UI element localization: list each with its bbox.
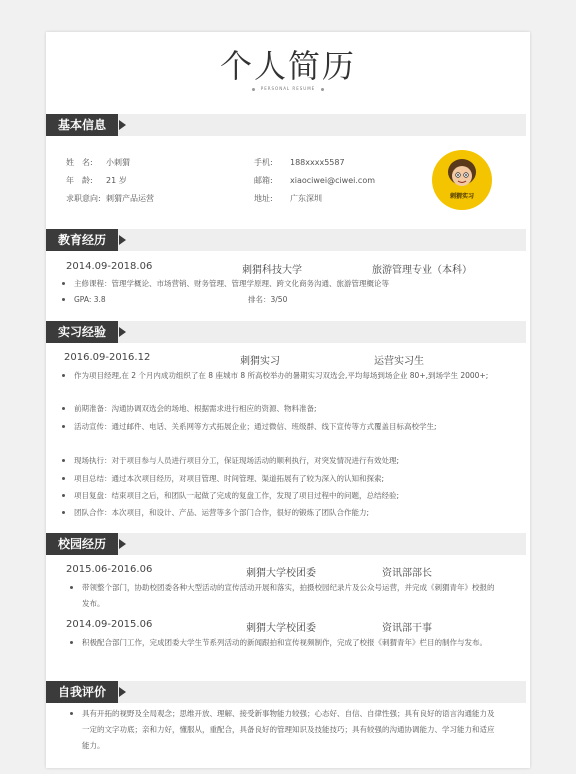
campus-org: 刺猬大学校团委 <box>246 568 316 579</box>
section-header-work <box>46 321 512 343</box>
work-bullet: 团队合作：本次项目，和设计、产品、运营等多个部门合作，很好的锻炼了团队合作能力; <box>68 505 500 521</box>
section-header-campus <box>46 533 512 555</box>
campus-desc: 积极配合部门工作，完成团委大学生节系列活动的新闻跟拍和宣传视频制作，完成了校报《刺猬青年》栏目的制作与发布。 <box>76 635 500 651</box>
campus-desc: 带领整个部门，协助校团委各种大型活动的宣传活动开展和落实，拍摄校园纪录片及公众号运营，并完成《刺猬青年》校报的发布。 <box>76 580 500 612</box>
work-bullet: 作为项目经理,在 2 个月内成功组织了在 8 座城市 8 所高校举办的暑期实习双选会,平均每场到场企业 80+,到场学生 2000+; <box>68 368 500 384</box>
work-role: 运营实习生 <box>374 356 424 367</box>
section-header-education <box>46 229 512 251</box>
phone-value: 188xxxx5587 <box>290 158 345 167</box>
education-gpa: GPA: 3.8 <box>68 292 248 308</box>
campus-role: 资讯部干事 <box>382 623 432 634</box>
work-bullet: 项目复盘：结束项目之后，和团队一起做了完成的复盘工作，发现了项目过程中的问题，总结经验; <box>68 488 500 504</box>
work-bullet: 前期准备：沟通协调双选会的场地、根据需求进行相应的资源、物料准备; <box>68 401 500 417</box>
section-title-work: 实习经验 <box>46 321 118 343</box>
section-title-self: 自我评价 <box>46 681 118 703</box>
section-title-campus: 校园经历 <box>46 533 118 555</box>
intent-value: 刺猬产品运营 <box>106 194 154 203</box>
age-value: 21 岁 <box>106 176 127 185</box>
hedgehog-icon <box>432 150 492 210</box>
section-title-education: 教育经历 <box>46 229 118 251</box>
resume-subtitle-text: PERSONAL RESUME <box>260 86 316 91</box>
work-org: 刺猬实习 <box>240 356 280 367</box>
campus-date: 2015.06-2016.06 <box>66 564 153 575</box>
work-bullet: 现场执行：对于项目参与人员进行项目分工，保证现场活动的顺利执行，对突发情况进行有效处理; <box>68 453 500 469</box>
work-bullet: 项目总结：通过本次项目经历，对项目管理、时间管理、渠道拓展有了较为深入的认知和探索; <box>68 471 500 487</box>
resume-title: 个人简历 <box>219 47 356 85</box>
work-bullet: 活动宣传：通过邮件、电话、关系网等方式拓展企业；通过微信、班级群、线下宣传等方式覆盖目标高校学生; <box>68 419 500 435</box>
email-value: xiaociwei@ciwei.com <box>290 176 375 185</box>
education-school: 刺猬科技大学 <box>242 265 302 276</box>
campus-org: 刺猬大学校团委 <box>246 623 316 634</box>
education-major: 旅游管理专业（本科） <box>372 265 472 276</box>
section-header-basic <box>46 114 512 136</box>
basic-info-left: 姓 名: 小刺猬 年 龄: 21 岁 求职意向: 刺猬产品运营 <box>66 158 154 203</box>
education-date: 2014.09-2018.06 <box>66 261 153 272</box>
campus-role: 资讯部部长 <box>382 568 432 579</box>
self-evaluation: 具有开拓的视野及全局观念；思维开放、理解、接受新事物能力较强；心态好、自信、自律性强；具有良好的语言沟通能力及一定的文字功底；亲和力好，懂服从，重配合，具备良好的管理知识及技能技巧；具有较强的沟通协调能力、学习能力和适应能力。 <box>76 706 500 754</box>
avatar <box>432 150 492 210</box>
education-courses: 主修课程：管理学概论、市场营销、财务管理、管理学原理、跨文化商务沟通、旅游管理概论等 <box>68 276 500 292</box>
basic-info-right: 手机: 188xxxx5587 邮箱: xiaociwei@ciwei.com 地址: 广东深圳 <box>254 158 375 203</box>
name-value: 小刺猬 <box>106 158 130 167</box>
address-value: 广东深圳 <box>290 194 322 203</box>
resume-header <box>46 46 530 91</box>
education-rank: 排名：3/50 <box>248 295 288 304</box>
avatar-caption: 刺猬实习 <box>449 193 474 200</box>
campus-date: 2014.09-2015.06 <box>66 619 153 630</box>
work-date: 2016.09-2016.12 <box>64 352 151 363</box>
resume-page <box>46 32 530 768</box>
section-title-basic: 基本信息 <box>46 114 118 136</box>
resume-subtitle <box>46 86 530 91</box>
section-header-self <box>46 681 512 703</box>
